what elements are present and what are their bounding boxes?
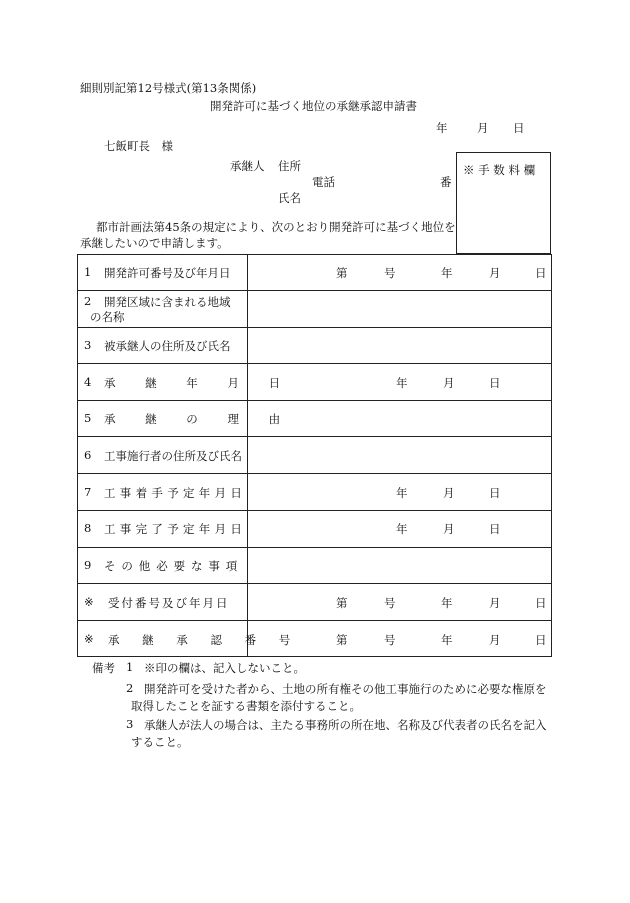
table-row-5-num: 5: [84, 411, 92, 425]
date-year-label: 年: [436, 121, 448, 135]
applicant-name-label: 氏名: [278, 191, 301, 205]
row-1-go: 号: [384, 266, 396, 280]
note-2-num: 2: [126, 681, 134, 695]
addressee: 七飯町長 様: [104, 139, 173, 153]
row-8-year: 年: [396, 522, 408, 536]
table-row-1-label: 開発許可番号及び年月日: [104, 266, 231, 280]
notes-heading: 備考: [92, 661, 115, 675]
note-3-num: 3: [126, 717, 134, 731]
row-7-year: 年: [396, 486, 408, 500]
row-1-year: 年: [441, 266, 453, 280]
row-divider: [77, 363, 552, 364]
applicant-phone-suffix: 番: [440, 175, 452, 189]
applicant-address-label: 住所: [278, 159, 301, 173]
table-row-5-label: 承 継 の 理 由: [104, 412, 294, 426]
table-row-2-num: 2: [84, 294, 92, 308]
table-row-receipt-label: 受付番号及び年月日: [108, 596, 230, 610]
table-row-9-label: その他必要な事項: [104, 559, 244, 573]
table-row-1-num: 1: [84, 265, 92, 279]
row-1-dai: 第: [336, 266, 348, 280]
intro-line-2: 承継したいので申請します。: [80, 236, 229, 250]
receipt-go: 号: [384, 596, 396, 610]
row-divider: [77, 400, 552, 401]
approval-dai: 第: [336, 633, 348, 647]
row-1-month: 月: [489, 266, 501, 280]
table-row-2-label-line-2: の名称: [90, 310, 125, 324]
table-row-9-num: 9: [84, 558, 92, 572]
date-month-label: 月: [477, 121, 489, 135]
table-row-4-num: 4: [84, 375, 92, 389]
table-row-approval-label: 承 継 承 認 番 号: [108, 633, 300, 647]
receipt-month: 月: [489, 596, 501, 610]
receipt-year: 年: [441, 596, 453, 610]
row-divider: [77, 327, 552, 328]
row-1-day: 日: [535, 266, 547, 280]
row-divider: [77, 547, 552, 548]
row-divider: [77, 473, 552, 474]
table-row-6-num: 6: [84, 448, 92, 462]
table-row-2-label-line-1: 開発区域に含まれる地域: [104, 295, 231, 309]
table-row-3-num: 3: [84, 338, 92, 352]
row-8-day: 日: [489, 522, 501, 536]
row-4-label-text: 承 継 年 月 日: [104, 376, 294, 390]
row-7-month: 月: [443, 486, 455, 500]
intro-line-1: 都市計画法第45条の規定により、次のとおり開発許可に基づく地位を: [96, 220, 456, 234]
table-column-divider: [247, 254, 248, 657]
note-2-line-2: 取得したことを証する書類を添付すること。: [131, 699, 361, 713]
row-4-year: 年: [396, 376, 408, 390]
row-divider: [77, 583, 552, 584]
approval-day: 日: [535, 633, 547, 647]
row-divider: [77, 436, 552, 437]
row-4-month: 月: [443, 376, 455, 390]
approval-month: 月: [489, 633, 501, 647]
row-4-day: 日: [489, 376, 501, 390]
fee-box: [456, 152, 551, 254]
table-row-receipt-num: ※: [84, 595, 94, 609]
fee-box-label: ※ 手 数 料 欄: [463, 163, 536, 177]
table-row-7-label: 工事着手予定年月日: [104, 486, 247, 500]
table-row-approval-num: ※: [84, 632, 94, 646]
approval-year: 年: [441, 633, 453, 647]
table-row-7-num: 7: [84, 485, 92, 499]
note-3-line-2: すること。: [131, 735, 189, 749]
table-row-8-num: 8: [84, 521, 92, 535]
note-3-line-1: 承継人が法人の場合は、主たる事務所の所在地、名称及び代表者の氏名を記入: [144, 718, 547, 732]
table-row-6-label: 工事施行者の住所及び氏名: [104, 449, 242, 463]
table-row-8-label: 工事完了予定年月日: [104, 522, 247, 536]
note-1-num: 1: [126, 660, 134, 674]
row-divider: [77, 620, 552, 621]
approval-go: 号: [384, 633, 396, 647]
table-row-3-label: 被承継人の住所及び氏名: [104, 339, 231, 353]
receipt-dai: 第: [336, 596, 348, 610]
rule-reference: 細則別記第12号様式(第13条関係): [80, 81, 257, 95]
row-8-month: 月: [443, 522, 455, 536]
date-day-label: 日: [513, 121, 525, 135]
note-2-line-1: 開発許可を受けた者から、土地の所有権その他工事施行のために必要な権原を: [144, 682, 547, 696]
receipt-day: 日: [535, 596, 547, 610]
table-row-4-label: [104, 375, 294, 391]
row-divider: [77, 510, 552, 511]
applicant-label: 承継人: [230, 159, 265, 173]
note-1-text: ※印の欄は、記入しないこと。: [144, 661, 305, 675]
row-divider: [77, 290, 552, 291]
row-7-day: 日: [489, 486, 501, 500]
applicant-phone-label: 電話: [312, 175, 335, 189]
form-title: 開発許可に基づく地位の承継承認申請書: [210, 99, 417, 113]
